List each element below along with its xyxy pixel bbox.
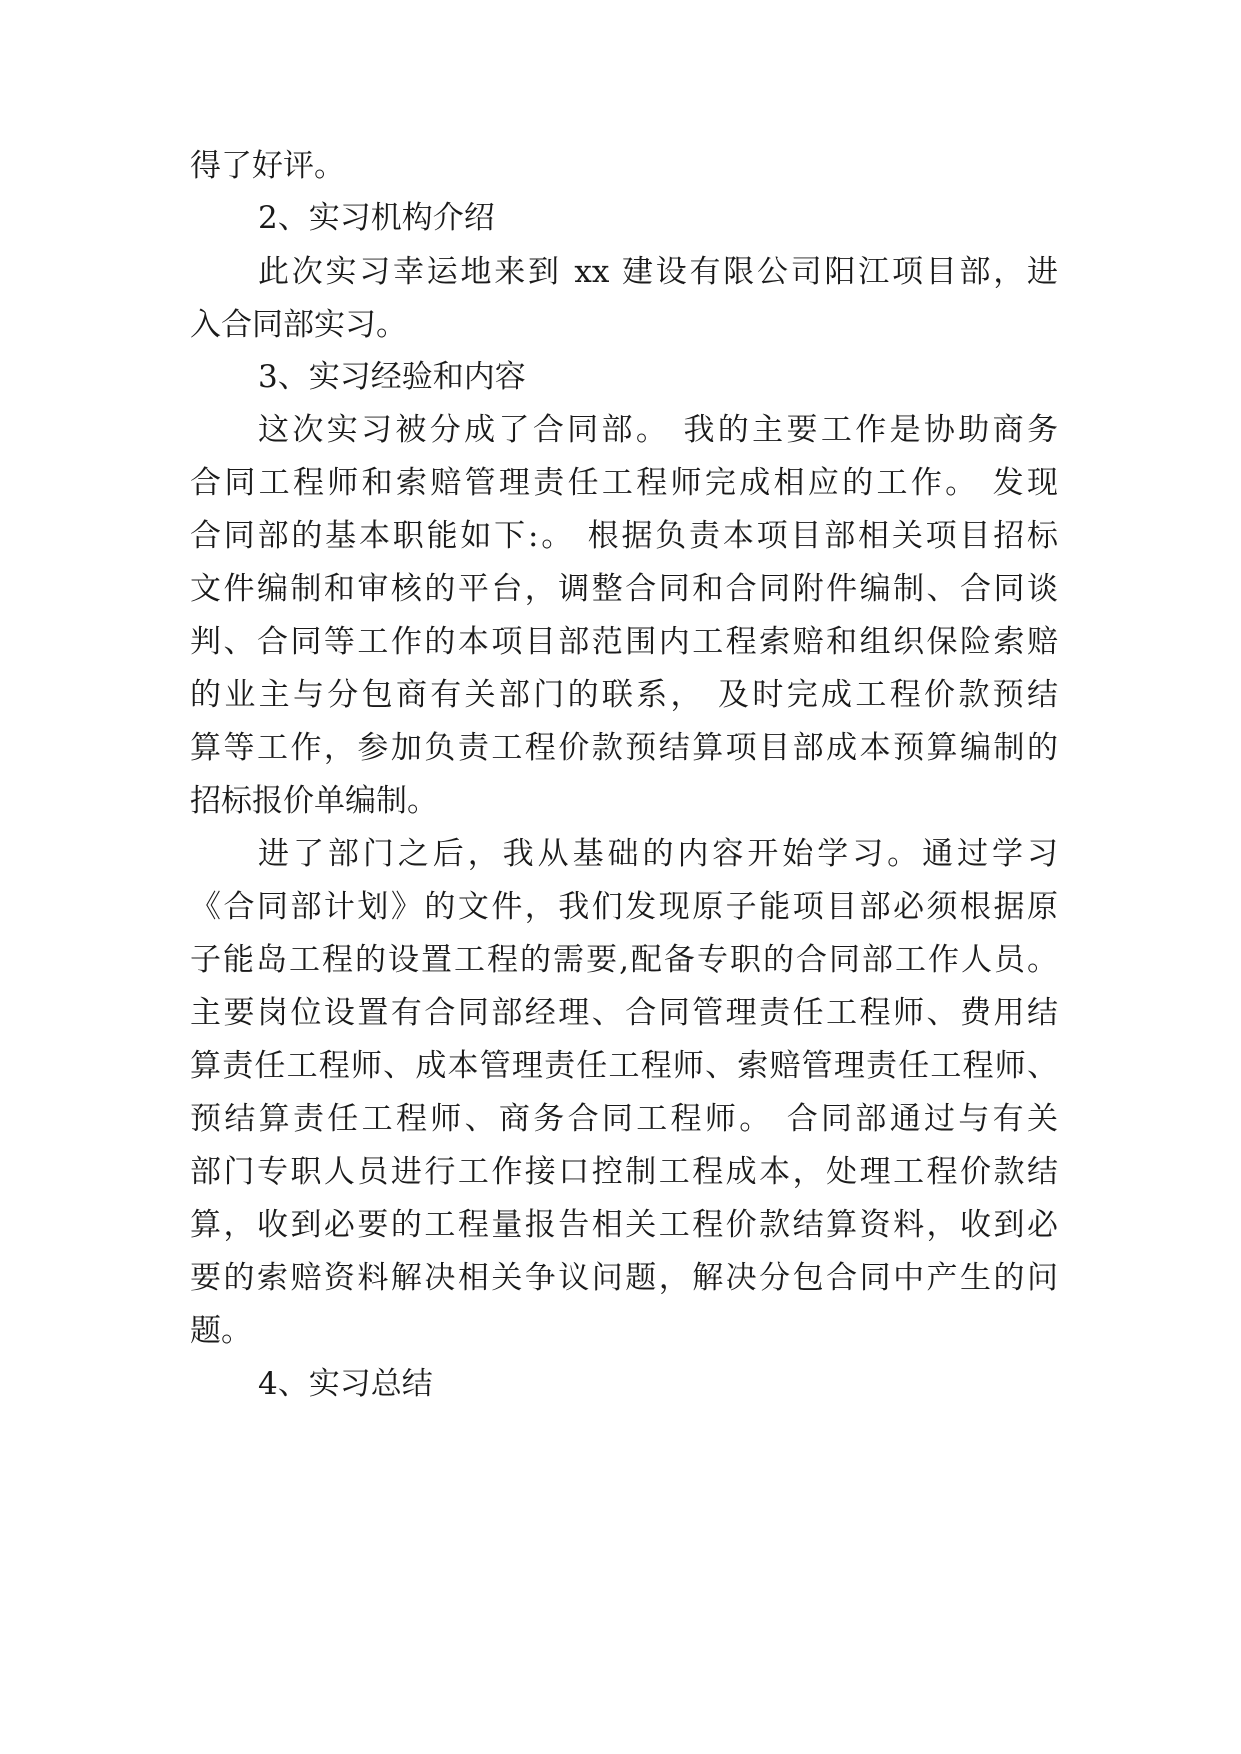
paragraph-line: 题。 <box>190 1313 252 1349</box>
paragraph-continuation: 得了好评。 <box>190 148 345 184</box>
paragraph-line: 算等工作，参加负责工程价款预结算项目部成本预算编制的 <box>190 730 1058 766</box>
section-heading-2: 2、实习机构介绍 <box>258 200 495 236</box>
section-heading-4: 4、实习总结 <box>258 1366 433 1402</box>
paragraph-line: 文件编制和审核的平台，调整合同和合同附件编制、合同谈 <box>190 571 1058 607</box>
paragraph-line: 算，收到必要的工程量报告相关工程价款结算资料，收到必 <box>190 1207 1058 1243</box>
paragraph-line: 要的索赔资料解决相关争议问题，解决分包合同中产生的问 <box>190 1260 1058 1296</box>
section-heading-3: 3、实习经验和内容 <box>258 359 526 395</box>
paragraph-line: 部门专职人员进行工作接口控制工程成本，处理工程价款结 <box>190 1154 1058 1190</box>
paragraph-line: 《合同部计划》的文件，我们发现原子能项目部必须根据原 <box>190 889 1058 925</box>
paragraph-line: 子能岛工程的设置工程的需要,配备专职的合同部工作人员。 <box>190 942 1058 978</box>
paragraph-line: 进了部门之后，我从基础的内容开始学习。通过学习 <box>258 836 1058 872</box>
paragraph-line: 的业主与分包商有关部门的联系， 及时完成工程价款预结 <box>190 677 1058 713</box>
paragraph-line: 算责任工程师、成本管理责任工程师、索赔管理责任工程师、 <box>190 1048 1058 1084</box>
paragraph-line: 这次实习被分成了合同部。 我的主要工作是协助商务 <box>258 412 1058 448</box>
paragraph-line: 招标报价单编制。 <box>190 783 438 819</box>
paragraph-line: 此次实习幸运地来到 xx 建设有限公司阳江项目部，进 <box>258 254 1058 290</box>
paragraph-line: 合同部的基本职能如下:。 根据负责本项目部相关项目招标 <box>190 518 1058 554</box>
paragraph-line: 合同工程师和索赔管理责任工程师完成相应的工作。 发现 <box>190 465 1058 501</box>
paragraph-line: 入合同部实习。 <box>190 307 407 343</box>
paragraph-line: 主要岗位设置有合同部经理、合同管理责任工程师、费用结 <box>190 995 1058 1031</box>
paragraph-line: 预结算责任工程师、商务合同工程师。 合同部通过与有关 <box>190 1101 1058 1137</box>
paragraph-line: 判、合同等工作的本项目部范围内工程索赔和组织保险索赔 <box>190 624 1058 660</box>
